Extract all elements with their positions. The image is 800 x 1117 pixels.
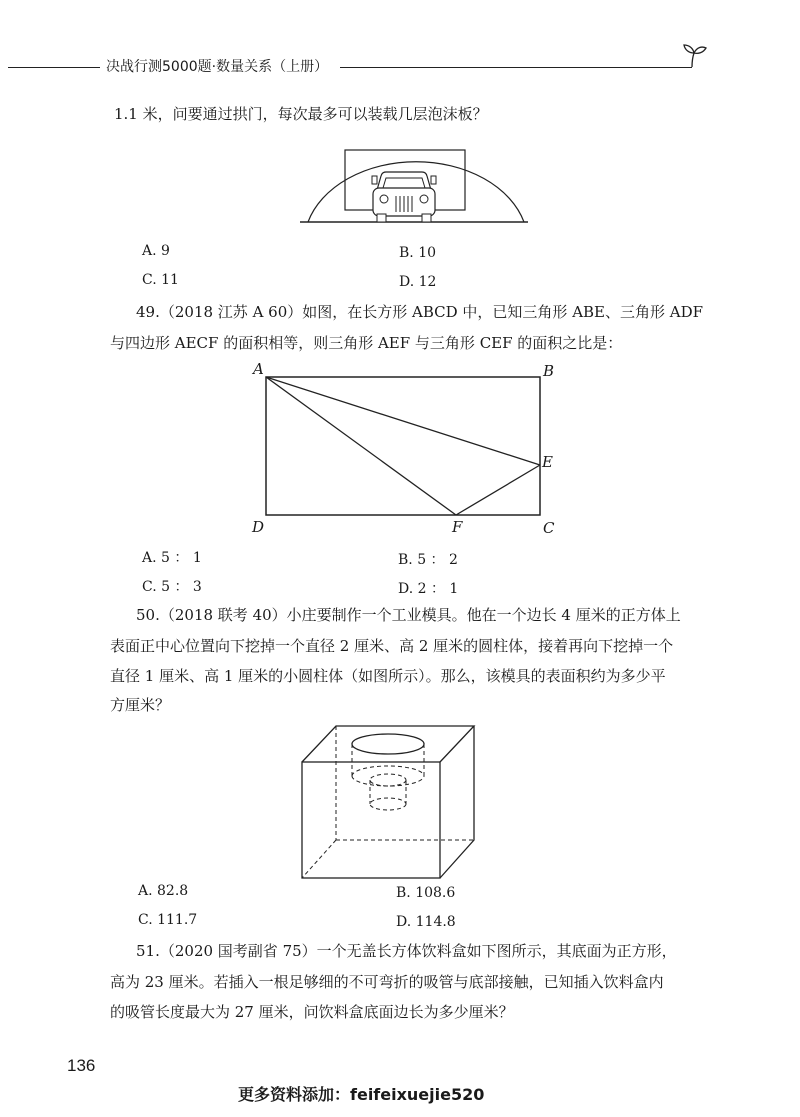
q50-option-b: B. 108.6 [396,885,456,901]
point-label-b: B [543,362,555,380]
sprout-icon [680,40,710,70]
q50-line-2: 表面正中心位置向下挖掉一个直径 2 厘米、高 2 厘米的圆柱体，接着再向下挖掉一个 [110,637,674,655]
q49-line-2: 与四边形 AECF 的面积相等，则三角形 AEF 与三角形 CEF 的面积之比是： [110,334,623,352]
rectangle-abcd-figure [250,360,560,540]
point-label-f: F [452,518,463,536]
header-title: 决战行测5000题·数量关系（上册） [106,59,329,75]
q48-option-d: D. 12 [399,274,437,290]
header-rule-left [8,67,100,68]
q49-option-b: B. 5 ： 2 [398,552,458,568]
q49-option-d: D. 2 ： 1 [398,581,459,597]
q50-line-4: 方厘米？ [110,696,171,714]
header-rule-right [340,67,692,68]
point-label-e: E [542,453,553,471]
point-label-d: D [252,518,265,536]
q50-line-3: 直径 1 厘米、高 1 厘米的小圆柱体（如图所示）。那么，该模具的表面积约为多少平 [110,667,666,685]
point-label-a: A [253,360,264,378]
q48-option-a: A. 9 [142,243,170,259]
q50-line-1: 50.（2018 联考 40）小庄要制作一个工业模具。他在一个边长 4 厘米的正方体上 [136,606,681,624]
q48-option-c: C. 11 [142,272,179,288]
q49-option-a: A. 5 ： 1 [142,550,202,566]
q49-line-1: 49.（2018 江苏 A 60）如图，在长方形 ABCD 中，已知三角形 ABE、三角形 ADF [136,303,704,321]
arch-car-figure [300,136,528,230]
q50-option-d: D. 114.8 [396,914,456,930]
q48-option-b: B. 10 [399,245,437,261]
q48-text: 1.1 米，问要通过拱门，每次最多可以装载几层泡沫板？ [114,105,488,123]
q50-option-a: A. 82.8 [138,883,189,899]
q50-option-c: C. 111.7 [138,912,198,928]
point-label-c: C [543,519,555,537]
page-number: 136 [67,1056,96,1075]
q51-line-2: 高为 23 厘米。若插入一根足够细的不可弯折的吸管与底部接触，已知插入饮料盒内 [110,973,664,991]
cube-cylinder-figure [300,724,476,884]
footer-contact: 更多资料添加：feifeixuejie520 [238,1085,485,1104]
q51-line-3: 的吸管长度最大为 27 厘米，问饮料盒底面边长为多少厘米？ [110,1003,514,1021]
q51-line-1: 51.（2020 国考副省 75）一个无盖长方体饮料盒如下图所示，其底面为正方形， [136,942,677,960]
q49-option-c: C. 5 ： 3 [142,579,202,595]
